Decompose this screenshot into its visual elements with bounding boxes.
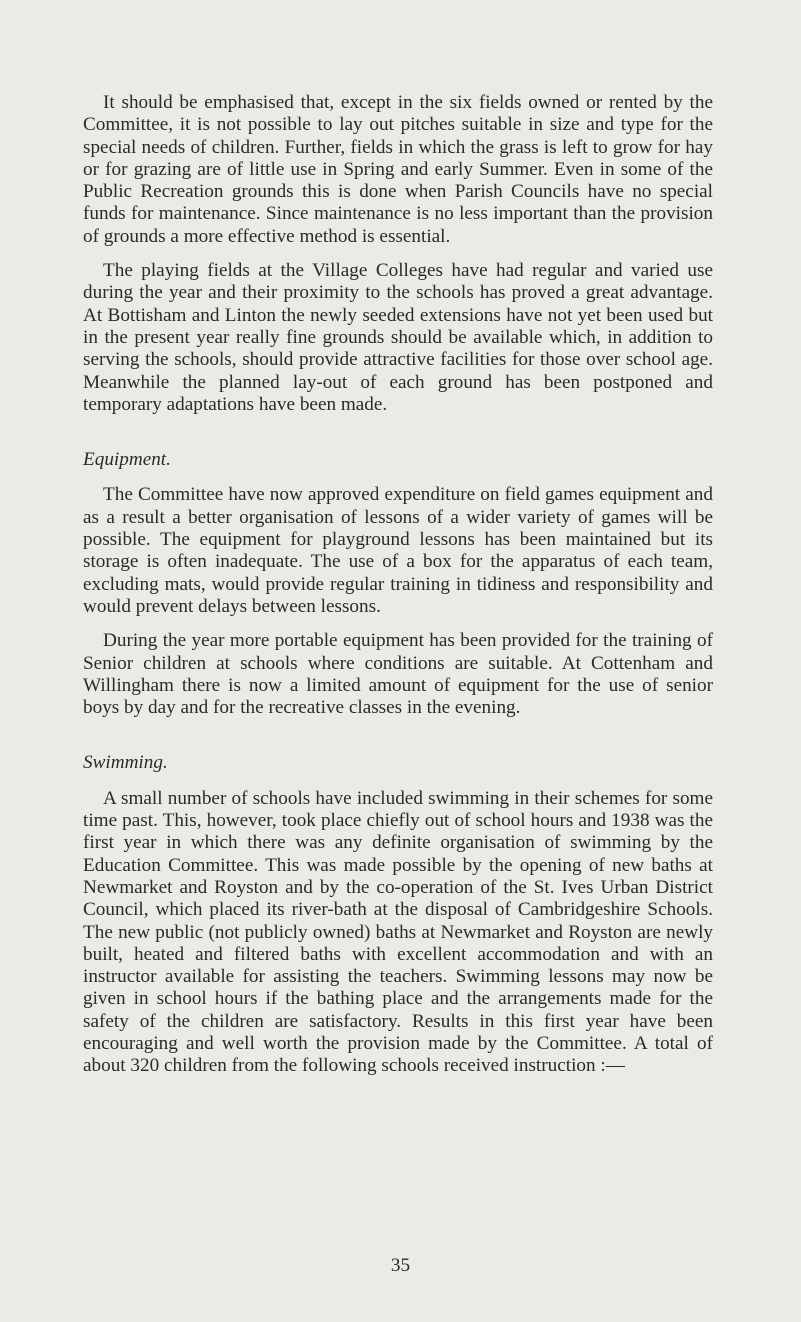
- paragraph-equipment-expenditure: The Committee have now approved expenditure on field games equipment and as a result a better organisation of lessons of a wider variety of games will be possible. The equipment for playground lessons has been maintained but its storage is often inadequate. The use of a box for the apparatus of each team, excluding mats, would provide regular training in tidiness and responsibility and would prevent delays between lessons.: [83, 484, 713, 617]
- section-heading-swimming: Swimming.: [83, 752, 168, 774]
- paragraph-swimming: A small number of schools have included swimming in their schemes for some time past. This, however, took place chiefly out of school hours and 1938 was the first year in which there was any definite organisation of swimming by the Education Committee. This was made possible by the opening of new baths at Newmarket and Royston and by the co-operation of the St. Ives Urban District Council, which placed its river-bath at the disposal of Cambridgeshire Schools. The new public (not publicly owned) baths at Newmarket and Royston are newly built, heated and filtered baths with excellent accommodation and with an instructor available for assisting the teachers. Swimming lessons may now be given in school hours if the bathing place and the arrangements made for the safety of the children are satisfactory. Results in this first year have been encouraging and well worth the provision made by the Committee. A total of about 320 children from the following schools received instruction :—: [83, 787, 713, 1077]
- page-number: 35: [390, 1255, 411, 1276]
- paragraph-pitches: It should be emphasised that, except in the six fields owned or rented by the Committee, it is not possible to lay out pitches suitable in size and type for the special needs of children. Further, fields in which the grass is left to grow for hay or for grazing are of little use in Spring and early Summer. Even in some of the Public Recreation grounds this is done when Parish Councils have no special funds for maintenance. Since maintenance is no less important than the provision of grounds a more effective method is essential.: [83, 92, 713, 247]
- paragraph-portable-equipment: During the year more portable equipment has been provided for the training of Senior children at schools where conditions are suitable. At Cottenham and Willingham there is now a limited amount of equipment for the use of senior boys by day and for the recreative classes in the evening.: [83, 630, 713, 719]
- paragraph-village-colleges: The playing fields at the Village Colleges have had regular and varied use during the year and their proximity to the schools has proved a great advantage. At Bottisham and Linton the newly seeded extensions have not yet been used but in the present year really fine grounds should be available which, in addition to serving the schools, should provide attractive facilities for those over school age. Meanwhile the planned lay-out of each ground has been postponed and temporary adaptations have been made.: [83, 260, 713, 415]
- document-page: [83, 92, 713, 1078]
- section-heading-equipment: Equipment.: [83, 449, 171, 471]
